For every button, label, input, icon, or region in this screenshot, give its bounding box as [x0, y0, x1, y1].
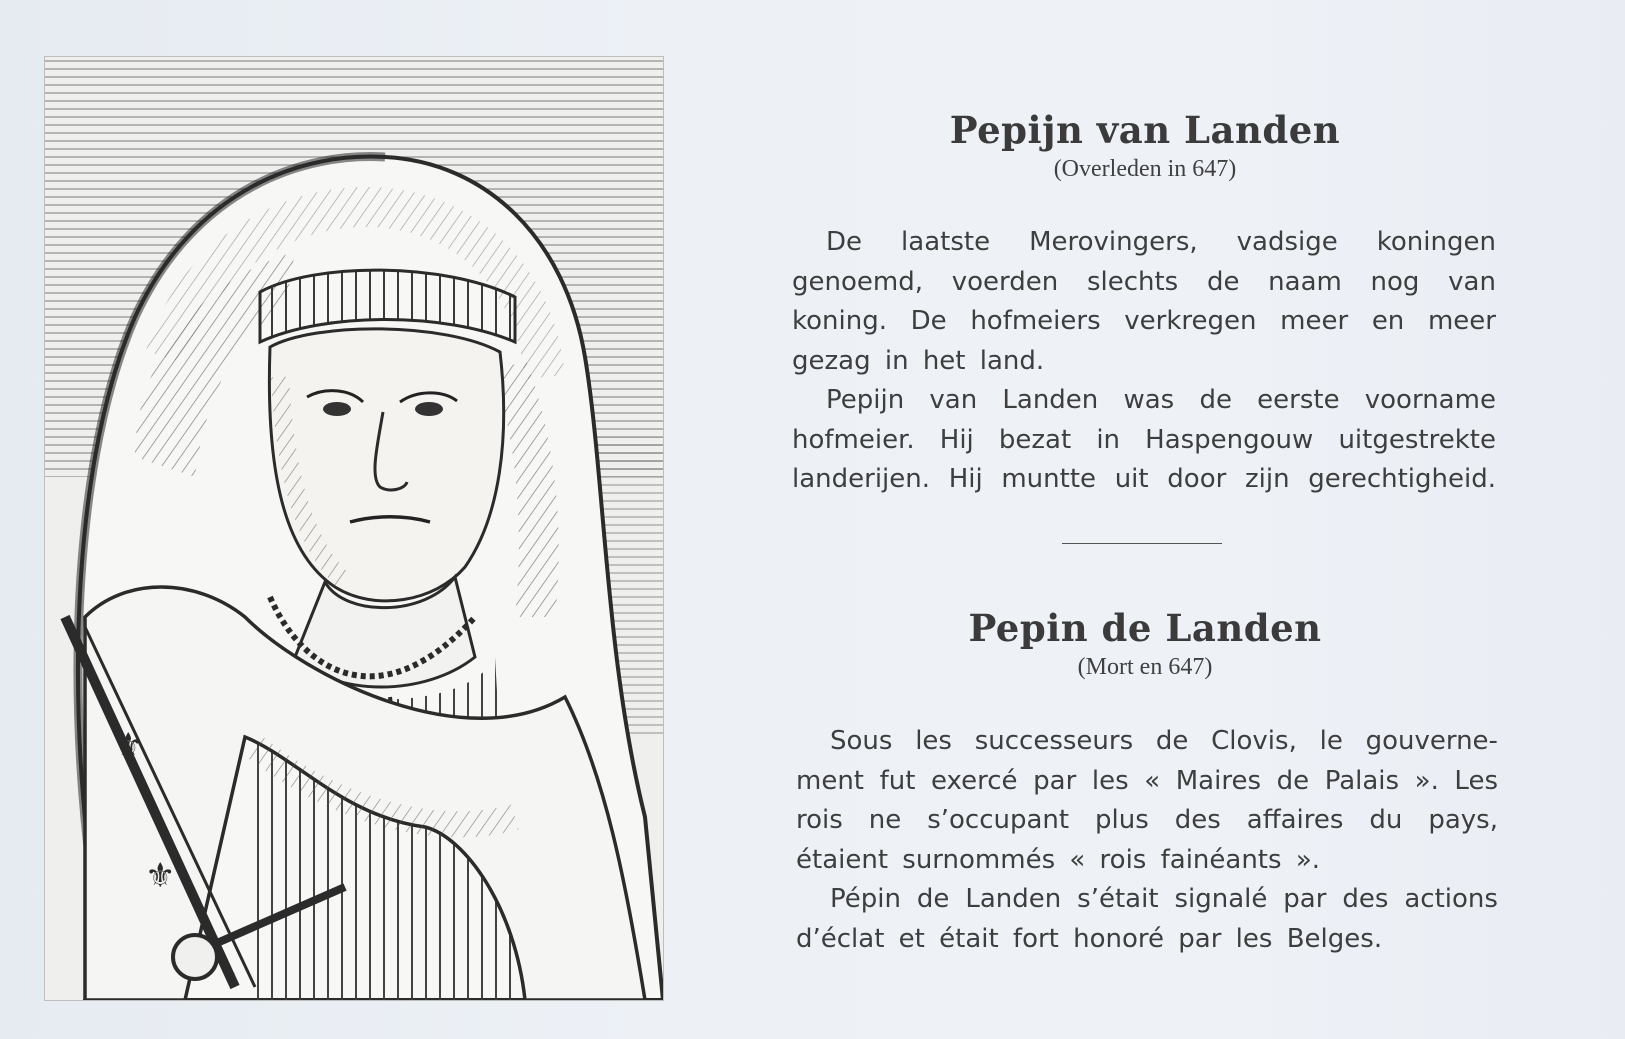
word: plus — [1095, 805, 1149, 835]
word: bezat — [998, 424, 1072, 455]
word: naam — [1268, 266, 1342, 297]
word: Landen — [965, 884, 1062, 914]
portrait-engraving — [44, 56, 664, 1001]
dutch-p2-line2 — [792, 421, 1496, 461]
french-p1-line3 — [796, 801, 1498, 841]
word: in — [1096, 424, 1121, 455]
dutch-section — [790, 108, 1500, 183]
word: vadsige — [1236, 227, 1338, 257]
word: door — [1167, 464, 1227, 494]
word: uitgestrekte — [1338, 424, 1496, 455]
french-section — [790, 606, 1500, 681]
word: s’était — [1077, 884, 1159, 914]
word: genoemd, — [792, 266, 923, 297]
french-p2-line1 — [796, 880, 1498, 920]
word: de — [1276, 765, 1310, 796]
word: De — [910, 306, 947, 336]
word: Sous — [830, 726, 893, 756]
french-p1-line4: étaient surnommés « rois fainéants ». — [796, 844, 1320, 875]
section-divider — [1062, 543, 1222, 544]
word: voorname — [1364, 385, 1496, 415]
word: par — [1283, 884, 1327, 914]
word: voerden — [951, 266, 1059, 297]
word: de — [916, 884, 950, 914]
word: koningen — [1376, 227, 1496, 257]
word: hofmeiers — [970, 306, 1101, 336]
word: ne — [868, 805, 902, 835]
word: successeurs — [974, 726, 1134, 756]
word: Merovingers, — [1029, 227, 1198, 257]
word: les — [915, 726, 952, 756]
dutch-p1-line3 — [792, 302, 1496, 342]
word: hofmeier. — [792, 424, 915, 455]
word: gouverne- — [1365, 726, 1498, 756]
word: landerijen. — [792, 464, 931, 494]
word: en — [1371, 306, 1405, 336]
word: meer — [1280, 306, 1349, 336]
word: gerechtigheid. — [1308, 464, 1496, 494]
word: affaires — [1246, 805, 1344, 835]
word: actions — [1404, 884, 1498, 914]
word: Palais — [1324, 765, 1400, 796]
word: zijn — [1244, 464, 1290, 494]
word: s’occupant — [927, 805, 1070, 835]
word: fut — [879, 765, 916, 796]
word: was — [1123, 385, 1175, 415]
dutch-p1-line4: gezag in het land. — [792, 345, 1045, 376]
word: le — [1319, 726, 1343, 756]
svg-text:⚜: ⚜ — [145, 856, 176, 896]
word: meer — [1427, 306, 1496, 336]
dutch-p1-line2 — [792, 263, 1496, 303]
dutch-p2-line1 — [792, 381, 1496, 421]
portrait-illustration — [45, 57, 663, 1000]
word: laatste — [901, 227, 991, 257]
word: des — [1174, 805, 1221, 835]
word: pays, — [1428, 805, 1498, 835]
word: de — [1155, 726, 1189, 756]
word: de — [1206, 266, 1240, 297]
word: Pepijn — [826, 385, 905, 415]
french-subtitle: (Mort en 647) — [1077, 654, 1213, 680]
french-p1-line2 — [796, 762, 1498, 802]
word: Les — [1454, 765, 1498, 796]
french-p1-line1 — [796, 722, 1498, 762]
dutch-p1-line1 — [792, 223, 1496, 263]
dutch-subtitle: (Overleden in 647) — [1053, 156, 1237, 182]
word: signalé — [1174, 884, 1268, 914]
word: eerste — [1257, 385, 1340, 415]
word: rois — [796, 805, 843, 835]
word: van — [929, 385, 978, 415]
word: Hij — [939, 424, 974, 455]
french-title: Pepin de Landen — [968, 606, 1322, 650]
word: ment — [796, 765, 864, 796]
word: Landen — [1002, 385, 1099, 415]
word: des — [1342, 884, 1389, 914]
word: muntte — [1001, 464, 1097, 494]
word: koning. — [792, 306, 887, 336]
dutch-body — [792, 223, 1496, 500]
word: Haspengouw — [1145, 424, 1314, 455]
french-body — [796, 722, 1498, 959]
word: « — [1144, 765, 1161, 796]
svg-text:⚜: ⚜ — [113, 726, 144, 766]
dutch-title: Pepijn van Landen — [949, 108, 1341, 152]
word: De — [826, 227, 863, 257]
word: du — [1369, 805, 1403, 835]
word: van — [1448, 266, 1496, 297]
word: de — [1199, 385, 1232, 415]
french-p2-line2: d’éclat et était fort honoré par les Belges. — [796, 923, 1383, 954]
word: par — [1033, 765, 1077, 796]
word: nog — [1370, 266, 1420, 297]
word: slechts — [1086, 266, 1179, 297]
word: Maires — [1175, 765, 1261, 796]
word: Hij — [948, 464, 983, 494]
word: exercé — [931, 765, 1018, 796]
word: uit — [1114, 464, 1149, 494]
word: ». — [1414, 765, 1439, 796]
word: Clovis, — [1211, 726, 1297, 756]
word: verkregen — [1124, 306, 1257, 336]
dutch-p2-line3 — [792, 460, 1496, 500]
word: les — [1091, 765, 1129, 796]
word: Pépin — [830, 884, 901, 914]
